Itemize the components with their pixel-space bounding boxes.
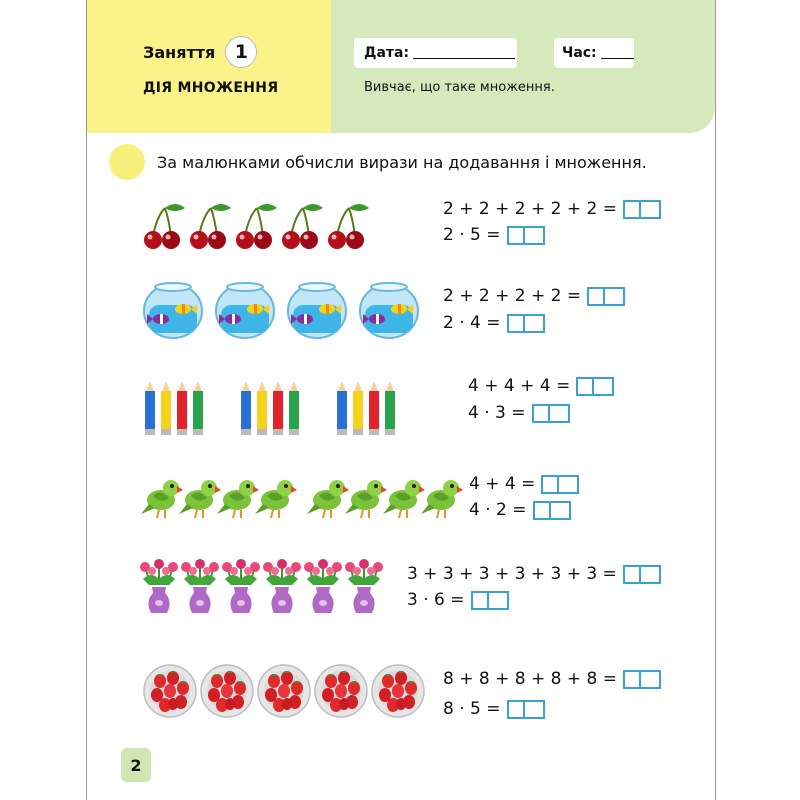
product-text: 2 · 4 = [443, 313, 501, 333]
page-number: 2 [121, 748, 151, 782]
answer-digit-cell[interactable] [623, 670, 641, 689]
answer-box[interactable] [623, 200, 661, 219]
sum-text: 3 + 3 + 3 + 3 + 3 + 3 = [407, 564, 617, 584]
answer-digit-cell[interactable] [525, 700, 545, 719]
cherry-icon [144, 204, 185, 249]
product-expression-1 [443, 225, 545, 245]
parrot-icon [345, 480, 387, 518]
answer-box[interactable] [507, 314, 545, 333]
product-expression-3 [468, 403, 570, 423]
parrot-icon [421, 480, 463, 518]
answer-digit-cell[interactable] [525, 314, 545, 333]
strawberry-plate-icon [201, 665, 253, 717]
sum-expression-6 [443, 669, 661, 689]
sum-text: 4 + 4 = [469, 474, 536, 494]
answer-digit-cell[interactable] [532, 404, 550, 423]
cherry-icon [328, 204, 369, 249]
strawberry-plate-icon [372, 665, 424, 717]
answer-box[interactable] [507, 226, 545, 245]
date-label: Дата: [364, 45, 410, 61]
product-text: 4 · 2 = [469, 500, 527, 520]
product-expression-4 [469, 500, 571, 520]
answer-digit-cell[interactable] [533, 501, 551, 520]
sum-expression-4 [469, 474, 579, 494]
sum-expression-3 [468, 376, 614, 396]
flower-vase-icon [345, 559, 383, 613]
parrot-icon [307, 480, 349, 518]
task-instruction: За малюнками обчисли вирази на додавання і множення. [157, 153, 647, 172]
product-expression-6 [443, 699, 545, 719]
answer-digit-cell[interactable] [641, 565, 661, 584]
answer-digit-cell[interactable] [541, 475, 559, 494]
answer-digit-cell[interactable] [507, 314, 525, 333]
cherry-icon [236, 204, 277, 249]
strawberry-plate-icon [258, 665, 310, 717]
fishbowl-icon [144, 283, 202, 338]
flower-vases-picture [139, 558, 389, 618]
flower-vase-icon [304, 559, 342, 613]
flower-vase-icon [181, 559, 219, 613]
fishbowls-picture [143, 278, 433, 340]
product-text: 2 · 5 = [443, 225, 501, 245]
parrots-picture [141, 472, 463, 522]
cherry-icon [282, 204, 323, 249]
strawberry-plate-icon [144, 665, 196, 717]
header-lesson-panel [87, 0, 331, 133]
task-bullet [109, 144, 145, 180]
answer-digit-cell[interactable] [550, 404, 570, 423]
fishbowl-icon [216, 283, 274, 338]
parrot-icon [255, 480, 297, 518]
parrot-icon [179, 480, 221, 518]
sum-expression-1 [443, 199, 661, 219]
answer-digit-cell[interactable] [576, 377, 594, 396]
answer-digit-cell[interactable] [605, 287, 625, 306]
answer-digit-cell[interactable] [594, 377, 614, 396]
lesson-label: Заняття [143, 42, 216, 62]
strawberry-plate-icon [315, 665, 367, 717]
pencil-set-icon [241, 381, 299, 435]
lesson-subtitle: Вивчає, що таке множення. [364, 80, 555, 95]
answer-box[interactable] [533, 501, 571, 520]
pencil-set-icon [145, 381, 203, 435]
sum-text: 4 + 4 + 4 = [468, 376, 571, 396]
answer-digit-cell[interactable] [507, 700, 525, 719]
product-expression-2 [443, 313, 545, 333]
parrot-icon [217, 480, 259, 518]
answer-box[interactable] [623, 565, 661, 584]
lesson-number-badge: 1 [225, 36, 257, 68]
pencils-picture [141, 378, 403, 438]
answer-box[interactable] [532, 404, 570, 423]
answer-digit-cell[interactable] [559, 475, 579, 494]
answer-box[interactable] [507, 700, 545, 719]
pencil-set-icon [337, 381, 395, 435]
sum-expression-2 [443, 286, 625, 306]
flower-vase-icon [263, 559, 301, 613]
answer-digit-cell[interactable] [551, 501, 571, 520]
answer-digit-cell[interactable] [489, 591, 509, 610]
time-field[interactable] [554, 38, 634, 68]
sum-expression-5 [407, 564, 661, 584]
parrot-icon [141, 480, 183, 518]
time-label: Час: [562, 45, 597, 61]
answer-digit-cell[interactable] [623, 200, 641, 219]
answer-box[interactable] [623, 670, 661, 689]
product-expression-5 [407, 590, 509, 610]
cherries-picture [141, 200, 371, 252]
parrot-icon [383, 480, 425, 518]
answer-digit-cell[interactable] [471, 591, 489, 610]
strawberry-plates-picture [143, 662, 429, 720]
answer-digit-cell[interactable] [641, 670, 661, 689]
flower-vase-icon [140, 559, 178, 613]
fishbowl-icon [288, 283, 346, 338]
answer-digit-cell[interactable] [623, 565, 641, 584]
answer-box[interactable] [541, 475, 579, 494]
date-field[interactable] [354, 38, 517, 68]
workbook-page [86, 0, 716, 800]
cherry-icon [190, 204, 231, 249]
sum-text: 8 + 8 + 8 + 8 + 8 = [443, 669, 617, 689]
flower-vase-icon [222, 559, 260, 613]
answer-digit-cell[interactable] [525, 226, 545, 245]
sum-text: 2 + 2 + 2 + 2 = [443, 286, 582, 306]
answer-digit-cell[interactable] [507, 226, 525, 245]
product-text: 3 · 6 = [407, 590, 465, 610]
sum-text: 2 + 2 + 2 + 2 + 2 = [443, 199, 617, 219]
answer-box[interactable] [576, 377, 614, 396]
product-text: 4 · 3 = [468, 403, 526, 423]
answer-digit-cell[interactable] [641, 200, 661, 219]
product-text: 8 · 5 = [443, 699, 501, 719]
date-line [413, 58, 515, 59]
lesson-topic: ДІЯ МНОЖЕННЯ [143, 80, 279, 96]
answer-digit-cell[interactable] [587, 287, 605, 306]
answer-box[interactable] [471, 591, 509, 610]
answer-box[interactable] [587, 287, 625, 306]
fishbowl-icon [360, 283, 418, 338]
time-line [601, 58, 634, 59]
lesson-heading [143, 36, 257, 68]
